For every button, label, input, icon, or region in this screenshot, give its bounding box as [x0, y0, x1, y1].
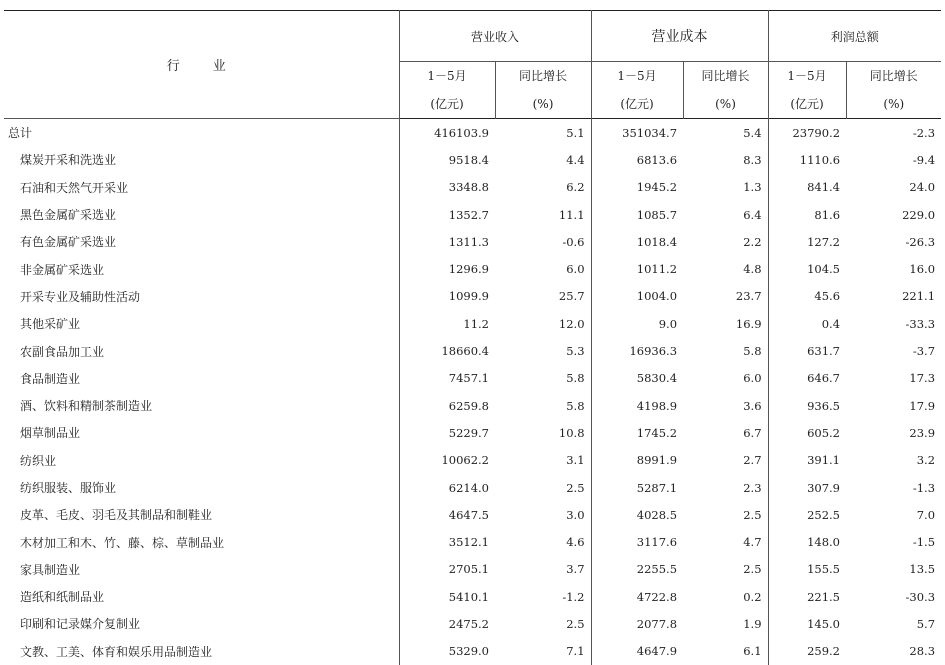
revenue-value: 9518.4 [448, 152, 489, 167]
profit-value: 631.7 [807, 344, 841, 359]
revenue-yoy: 4.6 [495, 528, 591, 555]
profit-value: 145.0 [807, 616, 841, 631]
profit-yoy: -1.5 [912, 535, 936, 550]
revenue-yoy: 5.1 [495, 119, 591, 147]
profit-yoy: -9.4 [912, 152, 936, 167]
row-name: 酒、饮料和精制茶制造业 [4, 392, 399, 419]
row-name: 造纸和纸制品业 [4, 583, 399, 610]
table-row [4, 556, 941, 583]
table-row [4, 337, 941, 364]
row-name: 石油和天然气开采业 [4, 174, 399, 201]
revenue-yoy: 6.0 [495, 255, 591, 282]
profit-value: 221.5 [807, 589, 841, 604]
cost-value: 9.0 [658, 316, 678, 331]
cost-value: 5830.4 [636, 371, 678, 386]
cost-value: 1085.7 [636, 207, 678, 222]
profit-yoy: -2.3 [912, 125, 936, 140]
profit-value: 155.5 [807, 562, 841, 577]
profit-yoy: -1.3 [912, 480, 936, 495]
profit-value: 936.5 [807, 398, 841, 413]
cost-header: 营业成本 [591, 11, 768, 62]
table-row [4, 283, 941, 310]
profit-yoy-header: 同比增长 (%) [869, 69, 918, 111]
profit-yoy: 16.0 [909, 262, 936, 277]
profit-value: 252.5 [807, 507, 841, 522]
revenue-yoy: 11.1 [495, 201, 591, 228]
revenue-yoy: 4.4 [495, 146, 591, 173]
profit-value: 307.9 [807, 480, 841, 495]
revenue-yoy: -1.2 [495, 583, 591, 610]
profit-yoy: 229.0 [902, 207, 936, 222]
cost-period-header: 1－5月 (亿元) [591, 62, 683, 119]
table-row [4, 365, 941, 392]
profit-value: 841.4 [807, 180, 841, 195]
profit-value: 127.2 [807, 234, 841, 249]
cost-value: 1011.2 [636, 262, 678, 277]
revenue-yoy: 12.0 [495, 310, 591, 337]
cost-yoy: 23.7 [683, 283, 768, 310]
revenue-yoy-header: 同比增长 (%) [495, 62, 591, 119]
revenue-value: 1352.7 [448, 207, 489, 222]
revenue-value: 4647.5 [448, 507, 489, 522]
cost-yoy-header: 同比增长 (%) [683, 62, 768, 119]
cost-yoy: 0.2 [683, 583, 768, 610]
cost-value: 2255.5 [636, 562, 678, 577]
row-name: 黑色金属矿采选业 [4, 201, 399, 228]
row-name: 其他采矿业 [4, 310, 399, 337]
cost-yoy: 2.7 [683, 447, 768, 474]
revenue-yoy: 5.8 [495, 392, 591, 419]
revenue-value: 1099.9 [448, 289, 489, 304]
row-name: 木材加工和木、竹、藤、棕、草制品业 [4, 528, 399, 555]
profit-yoy: 5.7 [916, 616, 936, 631]
revenue-value: 5329.0 [448, 644, 489, 659]
cost-yoy: 4.7 [683, 528, 768, 555]
revenue-value: 18660.4 [441, 344, 489, 359]
row-name: 烟草制品业 [4, 419, 399, 446]
profit-yoy: 28.3 [909, 644, 936, 659]
profit-yoy: -3.7 [912, 344, 936, 359]
cost-yoy: 2.5 [683, 556, 768, 583]
cost-yoy: 2.2 [683, 228, 768, 255]
profit-value: 45.6 [814, 289, 841, 304]
table-row [4, 119, 941, 147]
profit-value: 646.7 [807, 371, 841, 386]
cost-yoy: 8.3 [683, 146, 768, 173]
profit-value: 0.4 [821, 316, 841, 331]
revenue-value: 11.2 [463, 316, 489, 331]
row-name: 煤炭开采和洗选业 [4, 146, 399, 173]
cost-yoy: 6.1 [683, 638, 768, 665]
cost-value: 1018.4 [636, 234, 678, 249]
table-body [4, 119, 941, 665]
table-row [4, 392, 941, 419]
revenue-period-header: 1－5月 (亿元) [399, 62, 495, 119]
revenue-value: 3348.8 [448, 180, 489, 195]
revenue-value: 6214.0 [448, 480, 489, 495]
cost-yoy: 5.8 [683, 337, 768, 364]
profit-yoy: 221.1 [902, 289, 936, 304]
cost-value: 2077.8 [636, 616, 678, 631]
table-row [4, 419, 941, 446]
cost-value: 1004.0 [636, 289, 678, 304]
cost-yoy: 4.8 [683, 255, 768, 282]
revenue-value: 1296.9 [448, 262, 489, 277]
cost-yoy: 2.5 [683, 501, 768, 528]
revenue-yoy: -0.6 [495, 228, 591, 255]
profit-yoy: 13.5 [909, 562, 936, 577]
row-name: 皮革、毛皮、羽毛及其制品和制鞋业 [4, 501, 399, 528]
row-name: 非金属矿采选业 [4, 255, 399, 282]
row-name: 农副食品加工业 [4, 337, 399, 364]
revenue-yoy: 3.7 [495, 556, 591, 583]
revenue-header: 营业收入 [399, 11, 591, 62]
industry-header: 行 业 [4, 11, 399, 119]
revenue-value: 7457.1 [448, 371, 489, 386]
revenue-yoy: 2.5 [495, 474, 591, 501]
row-name: 文教、工美、体育和娱乐用品制造业 [4, 638, 399, 665]
cost-yoy: 6.7 [683, 419, 768, 446]
profit-yoy: 24.0 [909, 180, 936, 195]
row-name: 食品制造业 [4, 365, 399, 392]
cost-value: 8991.9 [636, 453, 678, 468]
profit-value: 104.5 [807, 262, 841, 277]
row-name: 纺织服装、服饰业 [4, 474, 399, 501]
profit-value: 23790.2 [792, 125, 841, 140]
row-name: 纺织业 [4, 447, 399, 474]
profit-value: 148.0 [807, 535, 841, 550]
revenue-value: 3512.1 [448, 535, 489, 550]
profit-yoy: -33.3 [905, 316, 936, 331]
table-row [4, 501, 941, 528]
table-row [4, 474, 941, 501]
cost-yoy: 3.6 [683, 392, 768, 419]
revenue-value: 416103.9 [434, 125, 489, 140]
cost-value: 1745.2 [636, 425, 678, 440]
revenue-value: 2475.2 [448, 616, 489, 631]
revenue-yoy: 5.8 [495, 365, 591, 392]
profit-value: 605.2 [807, 425, 841, 440]
row-name: 总计 [4, 119, 399, 147]
row-name: 印刷和记录媒介复制业 [4, 610, 399, 637]
revenue-yoy: 25.7 [495, 283, 591, 310]
profit-period-header: 1－5月 (亿元) [768, 62, 846, 119]
revenue-value: 5229.7 [448, 425, 489, 440]
cost-value: 16936.3 [629, 344, 678, 359]
profit-yoy: 23.9 [909, 425, 936, 440]
cost-yoy: 1.3 [683, 174, 768, 201]
row-name: 有色金属矿采选业 [4, 228, 399, 255]
revenue-value: 10062.2 [441, 453, 489, 468]
table-row [4, 583, 941, 610]
cost-yoy: 16.9 [683, 310, 768, 337]
revenue-yoy: 3.1 [495, 447, 591, 474]
cost-value: 4647.9 [636, 644, 678, 659]
header-row-groups [4, 11, 941, 62]
profit-yoy: 7.0 [916, 507, 936, 522]
table-row [4, 255, 941, 282]
cost-value: 4198.9 [636, 398, 678, 413]
cost-value: 4722.8 [636, 589, 678, 604]
table-row [4, 447, 941, 474]
profit-value: 81.6 [814, 207, 841, 222]
table-row [4, 174, 941, 201]
revenue-value: 5410.1 [448, 589, 489, 604]
profit-yoy: 17.3 [909, 371, 936, 386]
profit-yoy: 3.2 [916, 453, 936, 468]
revenue-yoy: 5.3 [495, 337, 591, 364]
cost-yoy: 5.4 [683, 119, 768, 147]
cost-value: 3117.6 [636, 535, 678, 550]
table-row [4, 228, 941, 255]
revenue-yoy: 7.1 [495, 638, 591, 665]
revenue-yoy: 3.0 [495, 501, 591, 528]
revenue-value: 6259.8 [448, 398, 489, 413]
table-row [4, 528, 941, 555]
revenue-yoy: 10.8 [495, 419, 591, 446]
cost-yoy: 2.3 [683, 474, 768, 501]
revenue-value: 2705.1 [448, 562, 489, 577]
profit-yoy: 17.9 [909, 398, 936, 413]
cost-value: 351034.7 [622, 125, 678, 140]
cost-yoy: 1.9 [683, 610, 768, 637]
row-name: 开采专业及辅助性活动 [4, 283, 399, 310]
profit-value: 259.2 [807, 644, 841, 659]
profit-yoy: -30.3 [905, 589, 936, 604]
cost-value: 5287.1 [636, 480, 678, 495]
profit-value: 1110.6 [799, 152, 841, 167]
revenue-value: 1311.3 [448, 234, 489, 249]
profit-value: 391.1 [807, 453, 841, 468]
row-name: 家具制造业 [4, 556, 399, 583]
table-row [4, 610, 941, 637]
revenue-yoy: 6.2 [495, 174, 591, 201]
cost-value: 1945.2 [636, 180, 678, 195]
revenue-yoy: 2.5 [495, 610, 591, 637]
profit-header: 利润总额 [768, 11, 941, 62]
table-row [4, 146, 941, 173]
table-row [4, 201, 941, 228]
industry-statistics-table [4, 10, 941, 665]
cost-value: 6813.6 [636, 152, 678, 167]
table-row [4, 310, 941, 337]
cost-yoy: 6.4 [683, 201, 768, 228]
cost-value: 4028.5 [636, 507, 678, 522]
cost-yoy: 6.0 [683, 365, 768, 392]
profit-yoy: -26.3 [905, 234, 936, 249]
